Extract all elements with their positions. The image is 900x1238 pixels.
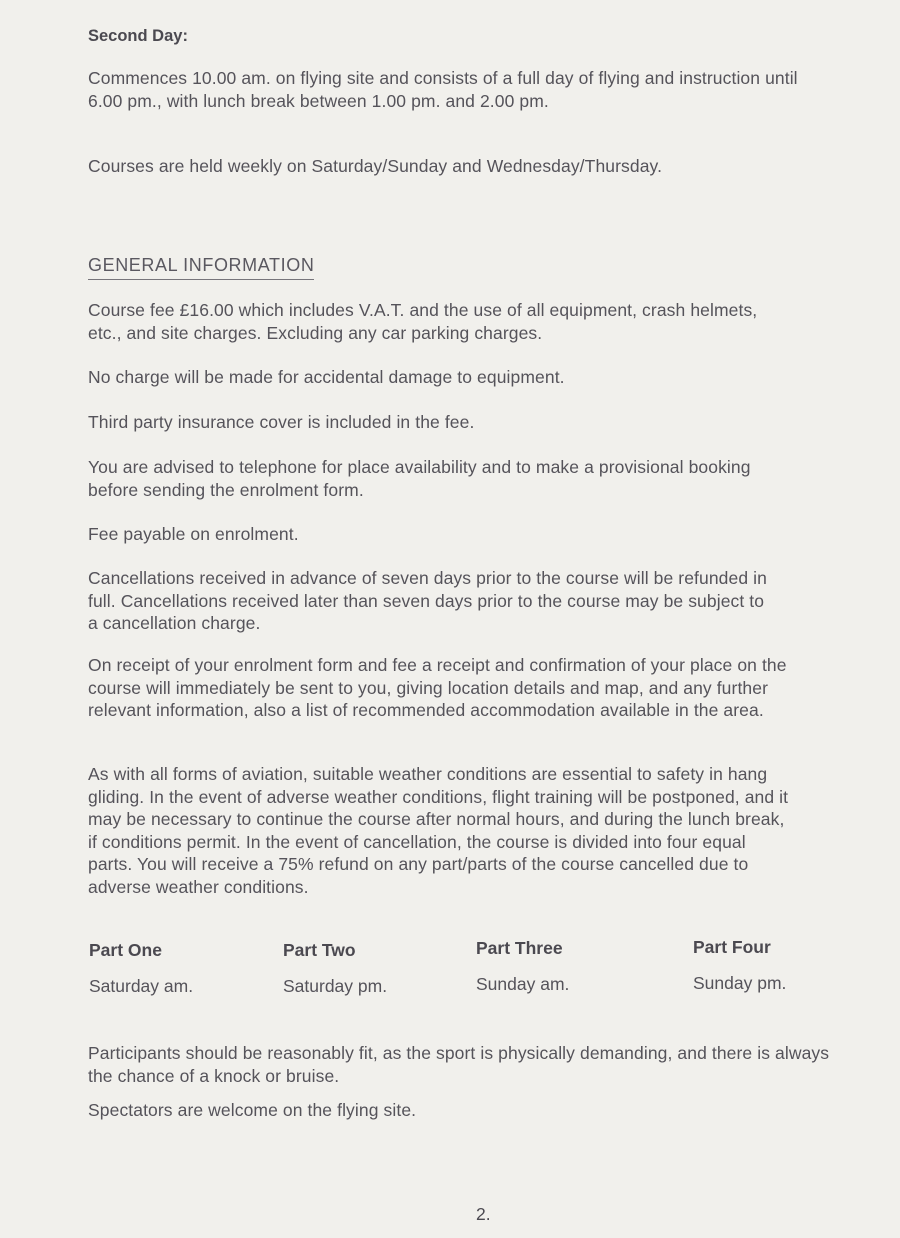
spectators-paragraph: Spectators are welcome on the flying site. [88,1100,417,1120]
part-column [693,937,786,994]
part-time: Sunday am. [476,974,570,994]
part-column [476,938,569,995]
part-name: Part Three [476,938,563,958]
part-time: Saturday am. [89,976,194,996]
fee-payable-paragraph: Fee payable on enrolment. [88,524,299,544]
fitness-paragraph: Participants should be reasonably fit, as the sport is physically demanding, and there is always the chance of a knock or bruise. [88,1043,830,1086]
weather-paragraph: As with all forms of aviation, suitable weather conditions are essential to safety in hang gliding. In the event of adverse weather conditions, flight training will be postponed, and it may be necessary to continue the course after normal hours, and during the lunch break, if conditions permit. In the event of cancellation, the course is divided into four equal parts. You will receive a 75% refund on any part/parts of the course cancelled due to adverse weather conditions. [88,764,789,897]
booking-paragraph: You are advised to telephone for place availability and to make a provisional booking before sending the enrolment form. [88,457,751,500]
part-column [283,940,387,997]
part-name: Part Two [283,940,356,960]
part-name: Part One [89,940,162,960]
part-column [89,940,193,997]
second-day-heading: Second Day: [88,27,188,45]
second-day-description: Commences 10.00 am. on flying site and consists of a full day of flying and instruction until 6.00 pm., with lunch break between 1.00 pm. and 2.00 pm. [88,68,798,111]
page-number: 2. [476,1204,491,1224]
receipt-paragraph: On receipt of your enrolment form and fee a receipt and confirmation of your place on the course will immediately be sent to you, giving location details and map, and any further relevant information, also a list of recommended accommodation available in the area. [88,655,787,720]
part-name: Part Four [693,937,771,957]
part-time: Sunday pm. [693,973,787,993]
cancellations-paragraph: Cancellations received in advance of seven days prior to the course will be refunded in full. Cancellations received later than seven days prior to the course may be subject to a cancellation charge. [88,568,767,633]
part-time: Saturday pm. [283,976,388,996]
damage-paragraph: No charge will be made for accidental damage to equipment. [88,367,565,387]
course-fee-paragraph: Course fee £16.00 which includes V.A.T. and the use of all equipment, crash helmets, etc., and site charges. Excluding any car parking charges. [88,300,758,343]
general-information-heading: GENERAL INFORMATION [88,255,314,280]
insurance-paragraph: Third party insurance cover is included in the fee. [88,412,475,432]
course-schedule: Courses are held weekly on Saturday/Sunday and Wednesday/Thursday. [88,156,663,176]
